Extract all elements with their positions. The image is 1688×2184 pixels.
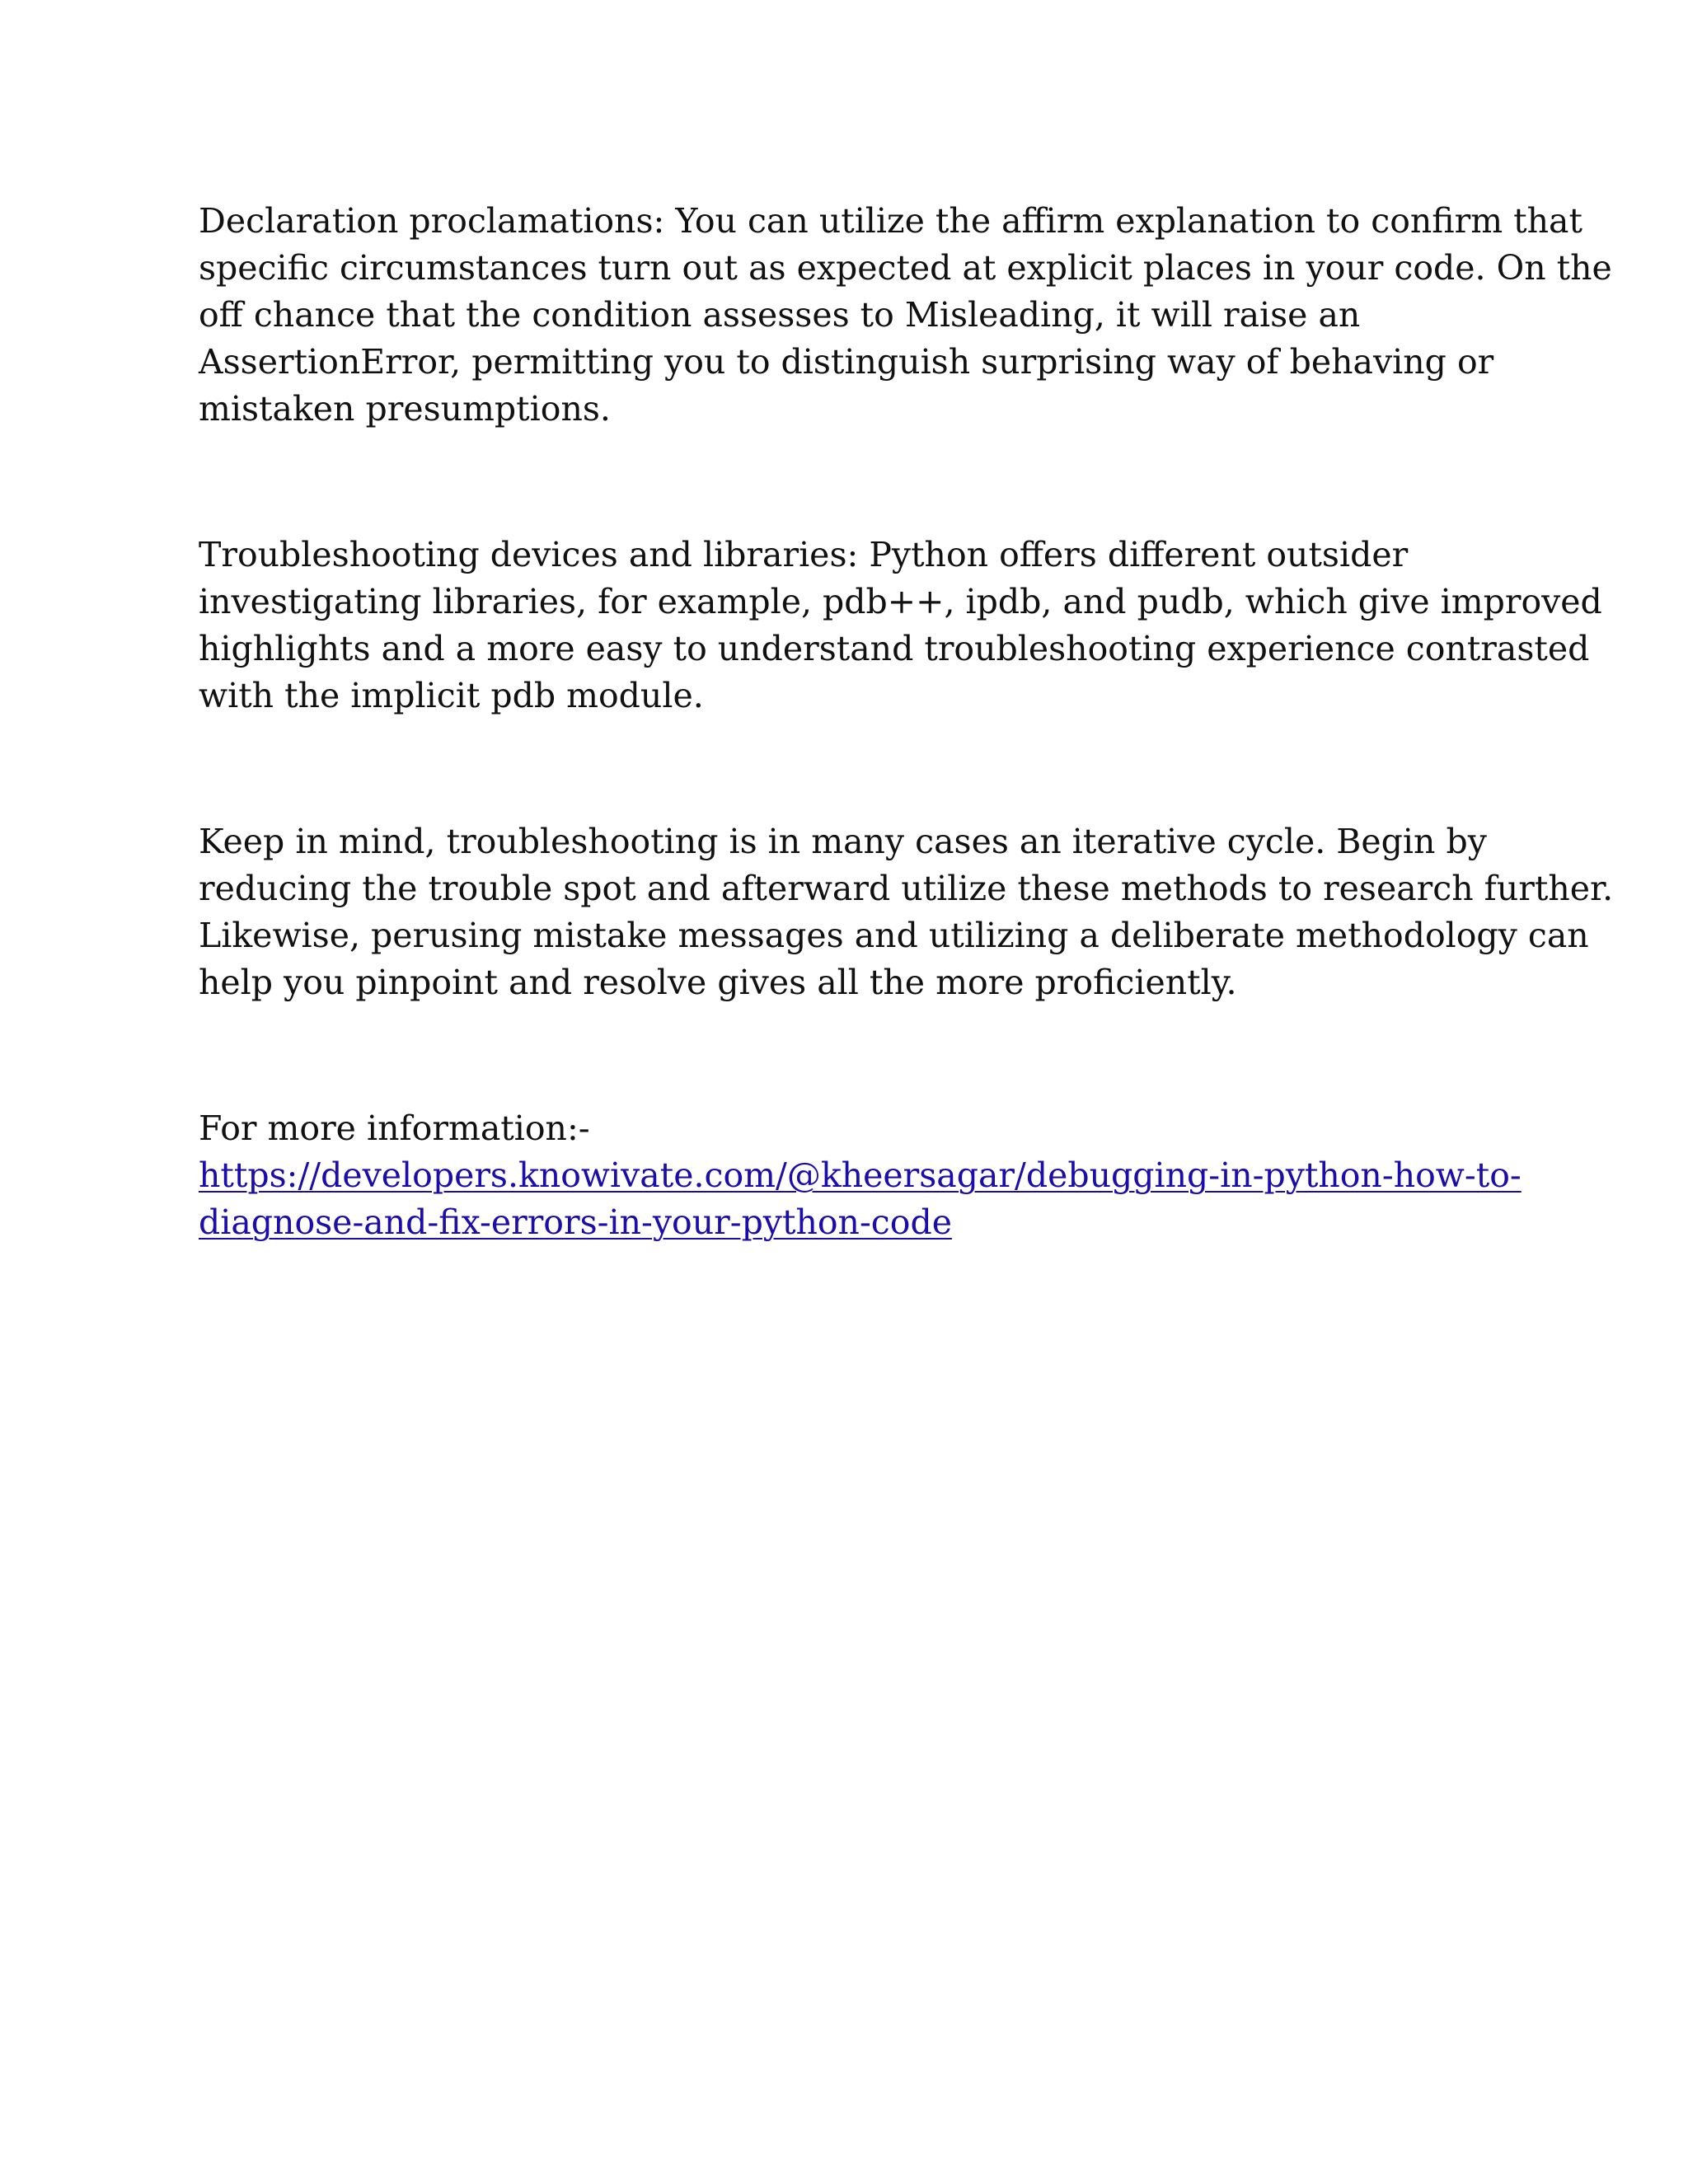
more-info-label: For more information:- — [199, 1108, 590, 1148]
paragraph-line: help you pinpoint and resolve gives all the more proficiently. — [199, 963, 1237, 1002]
reference-link-continued[interactable]: diagnose-and-fix-errors-in-your-python-code — [199, 1202, 952, 1242]
paragraph-line: Troubleshooting devices and libraries: Python offers different outsider — [199, 535, 1409, 574]
paragraph-line: Keep in mind, troubleshooting is in many cases an iterative cycle. Begin by — [199, 822, 1487, 861]
paragraph-line: with the implicit pdb module. — [199, 676, 704, 715]
reference-link-line — [199, 1199, 1501, 1246]
reference-link[interactable]: https://developers.knowivate.com/@kheersagar/debugging-in-python-how-to- — [199, 1155, 1522, 1195]
paragraph-debugging-tools — [199, 532, 1602, 719]
more-information-section — [199, 1105, 1522, 1246]
paragraph-assertions — [199, 198, 1612, 433]
paragraph-line: mistaken presumptions. — [199, 389, 611, 429]
paragraph-line: Likewise, perusing mistake messages and utilizing a deliberate methodology can — [199, 916, 1589, 955]
reference-link-line — [199, 1152, 1522, 1199]
paragraph-line: Declaration proclamations: You can utilize the affirm explanation to confirm that — [199, 201, 1582, 241]
paragraph-line: AssertionError, permitting you to distinguish surprising way of behaving or — [199, 342, 1494, 382]
paragraph-line: reducing the trouble spot and afterward utilize these methods to research further. — [199, 869, 1614, 908]
paragraph-line: off chance that the condition assesses to Misleading, it will raise an — [199, 295, 1361, 335]
paragraph-line: highlights and a more easy to understand troubleshooting experience contrasted — [199, 629, 1590, 668]
paragraph-line: investigating libraries, for example, pdb++, ipdb, and pudb, which give improved — [199, 582, 1602, 621]
paragraph-line: specific circumstances turn out as expected at explicit places in your code. On the — [199, 248, 1612, 288]
paragraph-iterative-process — [199, 818, 1614, 1006]
document-body — [199, 198, 1614, 1246]
